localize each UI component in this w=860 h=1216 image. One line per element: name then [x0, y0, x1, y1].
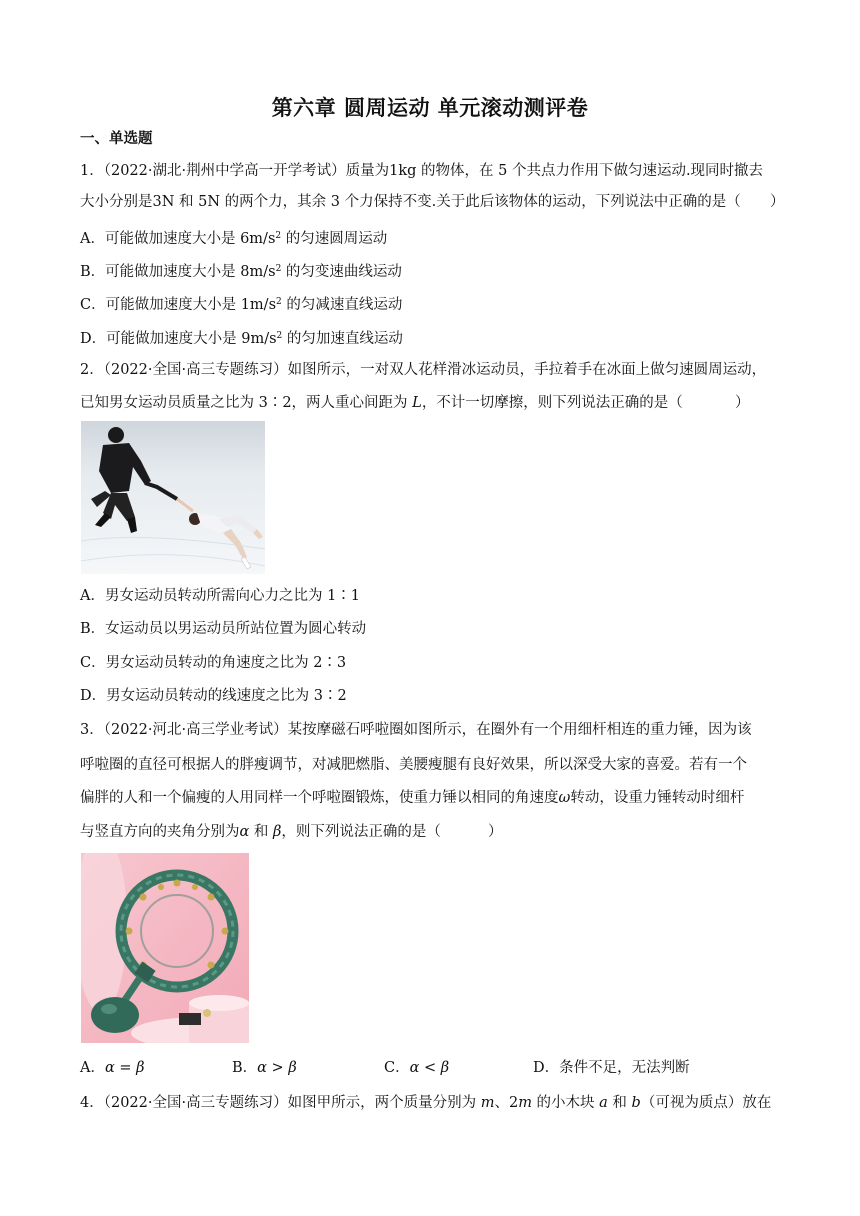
q3-option-c [384, 1058, 449, 1078]
q3-option-d [533, 1058, 690, 1078]
variable-a: a [599, 1095, 608, 1111]
stem-text: 和 [249, 824, 274, 840]
option-text: C．可能做加速度大小是 1m/s [80, 297, 277, 313]
q1-stem-line1: 1．（2022·湖北·荆州中学高一开学考试）质量为1kg 的物体，在 5 个共点力作用下做匀速运动.现同时撤去 [80, 163, 764, 179]
stem-text: 的小木块 [531, 1095, 600, 1111]
q3-option-b [232, 1058, 297, 1078]
superscript: 2 [275, 231, 282, 241]
q3-stem-line4 [80, 822, 441, 842]
q1-answer-paren: ） [770, 194, 785, 210]
option-text: D．可能做加速度大小是 9m/s [80, 331, 277, 347]
option-text: 的匀加速直线运动 [282, 331, 403, 347]
q2-option-c: C．男女运动员转动的角速度之比为 2∶3 [80, 655, 347, 671]
variable-m: m [518, 1095, 532, 1111]
option-expr: 条件不足，无法判断 [559, 1060, 690, 1076]
stem-text: （可视为质点）放在 [640, 1095, 772, 1111]
option-label: B． [232, 1060, 258, 1076]
q3-stem-line1: 3．（2022·河北·高三学业考试）某按摩磁石呼啦圈如图所示，在圈外有一个用细杆相连的重力锤，因为该 [80, 722, 752, 738]
q4-stem-line1 [80, 1093, 771, 1113]
q1-option-d [80, 326, 403, 349]
variable-alpha: α [239, 824, 250, 840]
q2-option-d: D．男女运动员转动的线速度之比为 3∶2 [80, 688, 347, 704]
option-expr: α > β [257, 1060, 297, 1076]
q3-stem-line2: 呼啦圈的直径可根据人的胖瘦调节，对减肥燃脂、美腰瘦腿有良好效果，所以深受大家的喜爱。若有一个 [80, 757, 747, 773]
q3-stem-line3 [80, 788, 744, 808]
q2-option-a: A．男女运动员转动所需向心力之比为 1∶1 [80, 588, 361, 604]
q2-option-b: B．女运动员以男运动员所站位置为圆心转动 [80, 621, 367, 637]
figure-skaters-image [81, 421, 265, 574]
option-label: C． [384, 1060, 410, 1076]
hula-hoop-illustration [81, 853, 249, 1043]
option-text: A．可能做加速度大小是 6m/s [80, 231, 276, 247]
superscript: 2 [276, 331, 283, 341]
stem-text: 偏胖的人和一个偏瘦的人用同样一个呼啦圈锻炼，使重力锤以相同的角速度 [80, 790, 559, 806]
q2-answer-paren: ） [735, 395, 750, 411]
variable-L: L [412, 395, 422, 411]
variable-b: b [631, 1095, 641, 1111]
q2-stem-line2 [80, 393, 683, 413]
variable-m: m [480, 1095, 495, 1111]
figure-skaters-illustration [81, 421, 265, 574]
option-text: B．可能做加速度大小是 8m/s [80, 264, 276, 280]
superscript: 2 [275, 264, 282, 274]
q3-option-a [80, 1058, 145, 1078]
stem-text: 已知男女运动员质量之比为 3∶2，两人重心间距为 [80, 395, 413, 411]
q1-stem-line2: 大小分别是3N 和 5N 的两个力，其余 3 个力保持不变.关于此后该物体的运动，下列说法中正确的是（ [80, 194, 741, 210]
q1-option-c [80, 292, 402, 315]
q1-option-b [80, 259, 402, 282]
option-expr: α < β [409, 1060, 450, 1076]
stem-text: ，则下列说法正确的是（ [281, 824, 441, 840]
stem-text: 、2 [494, 1095, 519, 1111]
hula-hoop-image [81, 853, 249, 1043]
q3-answer-paren: ） [488, 824, 503, 840]
variable-beta: β [273, 824, 282, 840]
stem-text: 转动，设重力锤转动时细杆 [570, 790, 745, 806]
option-text: 的匀变速曲线运动 [281, 264, 402, 280]
option-text: 的匀减速直线运动 [281, 297, 403, 313]
q1-option-a [80, 226, 387, 249]
page-title: 第六章 圆周运动 单元滚动测评卷 [271, 96, 589, 120]
option-label: D． [533, 1060, 560, 1076]
option-expr: α = β [104, 1060, 145, 1076]
stem-text: 与竖直方向的夹角分别为 [80, 824, 240, 840]
stem-text: 4．（2022·全国·高三专题练习）如图甲所示，两个质量分别为 [80, 1095, 481, 1111]
option-label: A． [80, 1060, 105, 1076]
superscript: 2 [276, 297, 282, 307]
stem-text: ，不计一切摩擦，则下列说法正确的是（ [421, 395, 683, 411]
section-heading: 一、单选题 [80, 131, 153, 147]
variable-omega: ω [558, 790, 571, 806]
q2-stem-line1: 2．（2022·全国·高三专题练习）如图所示，一对双人花样滑冰运动员，手拉着手在冰面上做匀速圆周运动， [80, 362, 767, 378]
stem-text: 和 [607, 1095, 632, 1111]
option-text: 的匀速圆周运动 [281, 231, 388, 247]
